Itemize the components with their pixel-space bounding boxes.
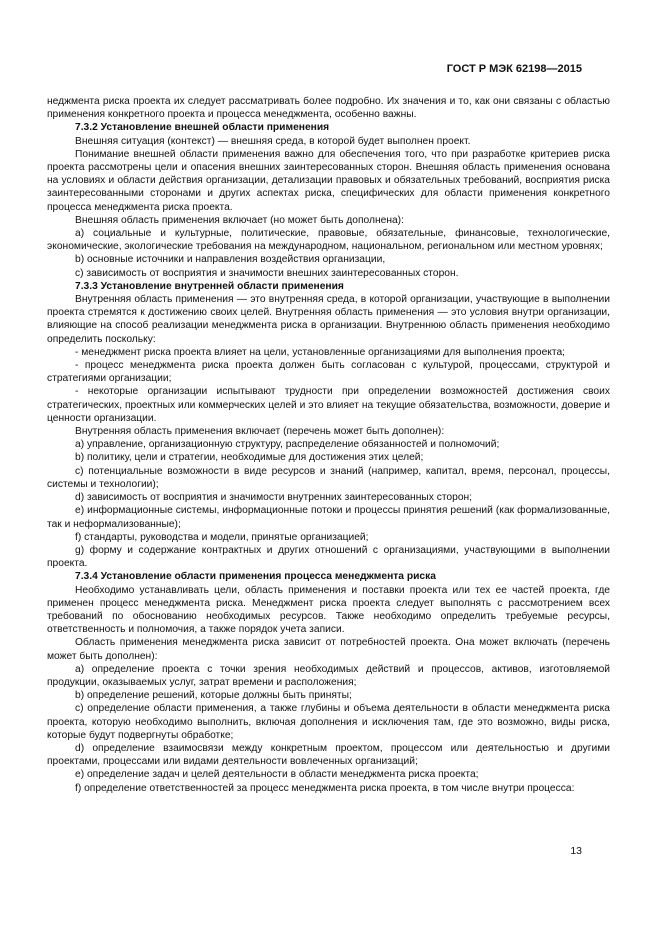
list-item: е) информационные системы, информационные потоки и процессы принятия решений (как формализованные, так и неформализованные);	[47, 505, 610, 530]
paragraph: Внешняя область применения включает (но может быть дополнена):	[75, 214, 404, 226]
standard-designation: ГОСТ Р МЭК 62198—2015	[446, 63, 582, 75]
section-heading-7-3-4: 7.3.4 Установление области применения процесса менеджмента риска	[75, 571, 436, 583]
section-heading-7-3-3: 7.3.3 Установление внутренней области применения	[75, 280, 344, 292]
list-item: b) основные источники и направления воздействия организации,	[75, 254, 386, 266]
list-item: d) определение взаимосвязи между конкретным проектом, процессом или деятельностью и другими проектами, процессами или видами деятельности вовлеченных организаций;	[47, 742, 610, 768]
paragraph: Внутренняя область применения включает (перечень может быть дополнен):	[75, 426, 445, 438]
list-item: b) политику, цели и стратегии, необходимые для достижения этих целей;	[75, 452, 424, 464]
paragraph: Внешняя ситуация (контекст) — внешняя среда, в которой будет выполнен проект.	[75, 135, 471, 147]
paragraph: Область применения менеджмента риска зависит от потребностей проекта. Она может включать (перечень может быть дополнен):	[47, 637, 610, 662]
paragraph: Необходимо устанавливать цели, область применения и поставки проекта или тех ее частей проекта, где применен процесс менеджмента риска. Менеджмент риска проекта следует выполнять с рассмотрением всех требований по обоснованию необходимых ресурсов. Также необходимо определить требуемые ресурсы, ответственность и полномочия, а также порядок учета записи.	[47, 584, 610, 636]
list-item: а) управление, организационную структуру, распределение обязанностей и полномочий;	[75, 439, 500, 451]
list-item: а) определение проекта с точки зрения необходимых действий и процессов, активов, изготовляемой продукции, оказываемых услуг, затрат времени и расположения;	[47, 663, 610, 688]
list-item: g) форму и содержание контрактных и других отношений с организациями, участвующими в выполнении проекта.	[47, 544, 610, 570]
list-item: е) определение задач и целей деятельности в области менеджмента риска проекта;	[75, 769, 479, 781]
paragraph: Внутренняя область применения — это внутренняя среда, в которой организации, участвующие в выполнении проекта стремятся к достижению своих целей. Внутренняя область применения — это условия внутри организации, влияющие на способ реализации менеджмента риска в организации. Внутреннюю область применения необходимо определить поскольку:	[47, 294, 610, 345]
list-item: d) зависимость от восприятия и значимости внутренних заинтересованных сторон;	[75, 492, 473, 504]
document-body	[47, 95, 610, 795]
list-item: - некоторые организации испытывают трудности при определении возможностей достижения своих стратегических, проектных или коммерческих целей и это влияет на текущие обязательства, возможности, доверие и ценности организации.	[47, 386, 610, 424]
paragraph: Понимание внешней области применения важно для обеспечения того, что при разработке критериев риска проекта рассмотрены цели и опасения внешних заинтересованных сторон. Внешняя область применения основана на условиях и области действия организации, детализации правовых и обязательных требований, восприятия риска заинтересованными сторонами и других аспектах риска, специфических для области применения конкретного процесса менеджмента риска проекта.	[47, 148, 610, 213]
paragraph: неджмента риска проекта их следует рассматривать более подробно. Их значения и то, как они связаны с областью применения конкретного проекта и процесса менеджмента, особенно важны.	[47, 96, 610, 121]
list-item: - менеджмент риска проекта влияет на цели, установленные организациями для выполнения проекта;	[75, 346, 565, 358]
page-number: 13	[570, 845, 582, 857]
list-item: b) определение решений, которые должны быть приняты;	[75, 690, 352, 702]
section-heading-7-3-2: 7.3.2 Установление внешней области применения	[75, 122, 330, 134]
list-item: с) определение области применения, а также глубины и объема деятельности в области менеджмента риска проекта, которую необходимо выполнить, включая дополнения и исключения там, где это возможно, виды риска, которые будут подвергнуты обработке;	[47, 703, 610, 741]
list-item: с) зависимость от восприятия и значимости внешних заинтересованных сторон.	[75, 267, 459, 279]
list-item: а) социальные и культурные, политические, правовые, обязательные, финансовые, технологические, экономические, экологические требования на международном, национальном, региональном или местном уровнях;	[47, 228, 610, 253]
list-item: с) потенциальные возможности в виде ресурсов и знаний (например, капитал, время, персонал, процессы, системы и технологии);	[47, 465, 610, 490]
list-item: f) стандарты, руководства и модели, принятые организацией;	[75, 531, 369, 543]
list-item: - процесс менеджмента риска проекта должен быть согласован с культурой, процессами, структурой и стратегиями организации;	[47, 360, 610, 385]
list-item: f) определение ответственностей за процесс менеджмента риска проекта, в том числе внутри процесса:	[75, 782, 575, 794]
